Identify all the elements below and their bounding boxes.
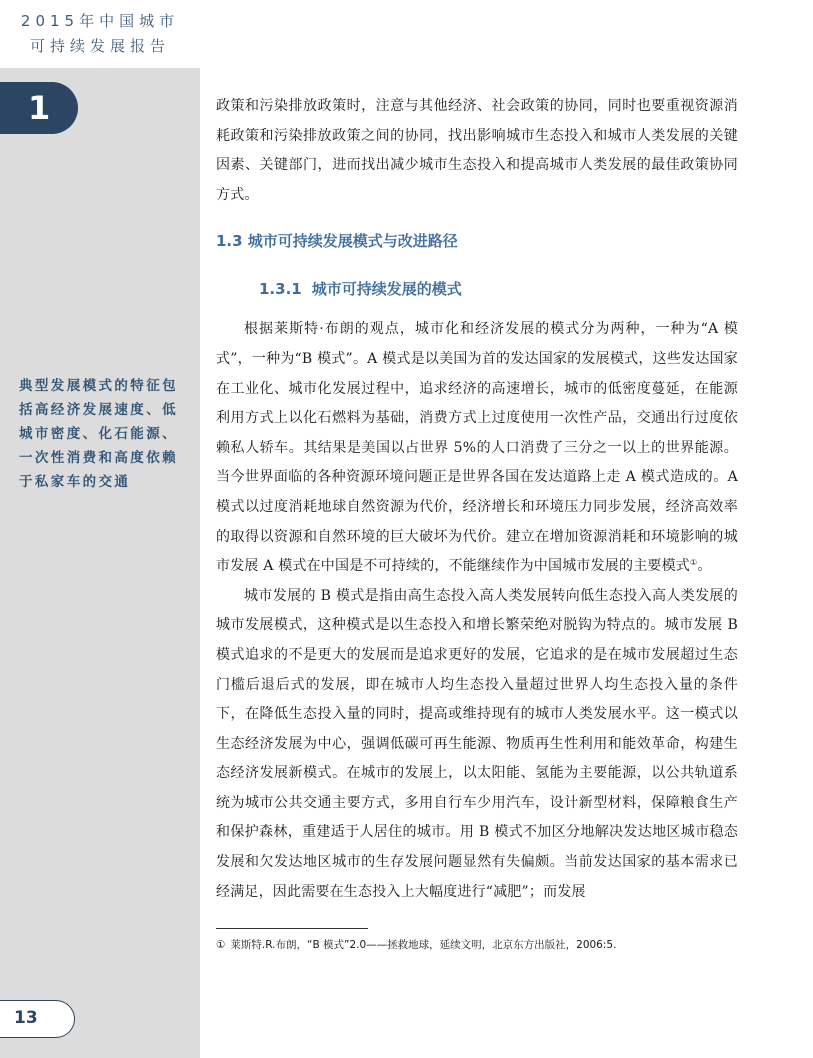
header-line-1: 2015年中国城市 xyxy=(20,12,180,30)
footnote-divider xyxy=(216,928,368,929)
section-heading: 1.3 城市可持续发展模式与改进路径 xyxy=(216,232,458,251)
subsection-number: 1.3.1 xyxy=(259,280,302,299)
chapter-number-tab: 1 xyxy=(0,82,78,134)
paragraph-a-model xyxy=(216,315,738,581)
footnote-text: 莱斯特.R.布朗，“B 模式”2.0——拯救地球，延续文明，北京东方出版社，2006:5. xyxy=(230,939,617,951)
footnote-mark: ① xyxy=(216,939,226,951)
subsection-title: 城市可持续发展的模式 xyxy=(311,280,462,299)
intro-paragraph: 政策和污染排放政策时，注意与其他经济、社会政策的协同，同时也要重视资源消耗政策和污染排放政策之间的协同，找出影响城市生态投入和城市人类发展的关键因素、关键部门，进而找出减少城市生态投入和提高城市人类发展的最佳政策协同方式。 xyxy=(216,98,738,203)
running-header xyxy=(0,0,200,68)
subsection-heading xyxy=(216,263,738,315)
main-text xyxy=(216,92,738,907)
sidebar xyxy=(0,0,200,1058)
footnote-reference[interactable]: ① xyxy=(690,558,698,568)
paragraph-b-model: 城市发展的 B 模式是指由高生态投入高人类发展转向低生态投入高人类发展的城市发展模式，这种模式是以生态投入和增长繁荣绝对脱钩为特点的。城市发展 B 模式追求的不是更大的发展而是追求更好的发展，它追求的是在城市发展超过生态门槛后退后式的发展，即在城市人均生态投入量超过世界人均生态投入量的条件下，在降低生态投入量的同时，提高或维持现有的城市人类发展水平。这一模式以生态经济发展为中心，强调低碳可再生能源、物质再生性利用和能效革命，构建生态经济发展新模式。在城市的发展上，以太阳能、氢能为主要能源，以公共轨道系统为城市公共交通主要方式，多用自行车少用汽车，设计新型材料，保障粮食生产和保护森林，重建适于人居住的城市。用 B 模式不加区分地解决发达地区城市稳态发展和欠发达地区城市的生存发展问题显然有失偏颇。当前发达国家的基本需求已经满足，因此需要在生态投入上大幅度进行“减肥”；而发展 xyxy=(216,587,738,900)
header-line-2: 可持续发展报告 xyxy=(29,37,170,55)
page-number: 13 xyxy=(0,1000,75,1038)
paragraph-a-model-end: 。 xyxy=(697,558,712,575)
footnote xyxy=(216,937,756,953)
margin-note: 典型发展模式的特征包括高经济发展速度、低城市密度、化石能源、一次性消费和高度依赖于私家车的交通 xyxy=(19,378,178,490)
paragraph-a-model-text: 根据莱斯特·布朗的观点，城市化和经济发展的模式分为两种，一种为“A 模式”，一种为“B 模式”。A 模式是以美国为首的发达国家的发展模式，这些发达国家在工业化、城市化发展过程中，追求经济的高速增长，城市的低密度蔓延，在能源利用方式上以化石燃料为基础，消费方式上过度使用一次性产品，交通出行过度依赖私人轿车。其结果是美国以占世界 5%的人口消费了三分之一以上的世界能源。当今世界面临的各种资源环境问题正是世界各国在发达道路上走 A 模式造成的。A 模式以过度消耗地球自然资源为代价，经济增长和环境压力同步发展，经济高效率的取得以资源和自然环境的巨大破坏为代价。建立在增加资源消耗和环境影响的城市发展 A 模式在中国是不可持续的，不能继续作为中国城市发展的主要模式 xyxy=(216,321,738,575)
